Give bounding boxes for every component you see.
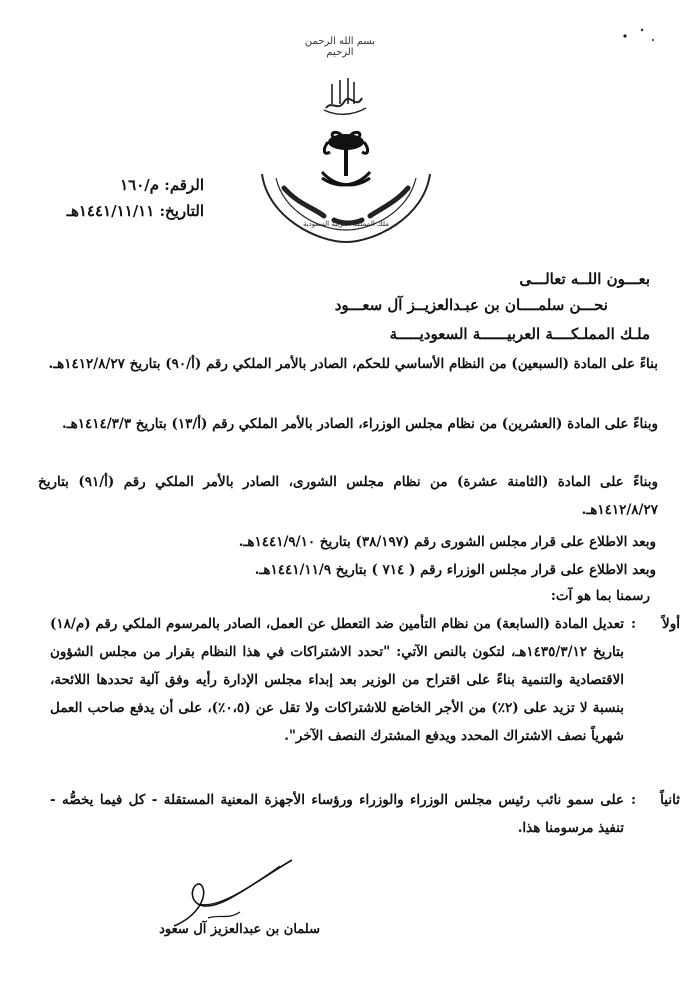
decree-number: الرقم: م/١٦٠ [120, 176, 204, 194]
scan-speck-marks [600, 22, 660, 52]
king-title: ملـك المملـكــــة العربيــــــة السعوديـــــة [389, 325, 650, 343]
preamble-basis-1: بناءً على المادة (السبعين) من النظام الأساسي للحكم، الصادر بالأمر الملكي رقم (أ/٩٠) بتاريخ ١٤١٢/٨/٢٧هـ. [48, 356, 658, 372]
preamble-review-1: وبعد الاطلاع على قرار مجلس الشورى رقم (٣٨/١٩٧) بتاريخ ١٤٤١/٩/١٠هـ. [238, 534, 656, 550]
preamble-basis-3: وبناءً على المادة (الثامنة عشرة) من نظام مجلس الشورى، الصادر بالأمر الملكي رقم (أ/٩١) بتاريخ ١٤١٢/٨/٢٧هـ. [38, 474, 658, 518]
article-label: أولاً [662, 616, 680, 632]
royal-seal-stamp-icon [258, 168, 434, 246]
tawhid-calligraphy-icon [318, 70, 370, 116]
preamble-review-2: وبعد الاطلاع على قرار مجلس الوزراء رقم ( ٧١٤ ) بتاريخ ١٤٤١/١١/٩هـ. [254, 562, 656, 578]
seal-text: ملك المملكة العربية السعودية [302, 220, 390, 228]
king-name: نحـــن سلمــــان بن عبـدالعزيــز آل سعـــود [334, 296, 608, 314]
decree-statement: رسمنا بما هو آت: [550, 588, 650, 604]
article-colon: : [631, 792, 636, 808]
preamble-basis-2: وبناءً على المادة (العشرين) من نظام مجلس الوزراء، الصادر بالأمر الملكي رقم (أ/١٣) بتاريخ ١٤١٤/٣/٣هـ. [61, 416, 658, 432]
article-second [40, 786, 680, 846]
article-label: ثانياً [660, 792, 680, 808]
article-first [40, 610, 680, 780]
signatory-name: سلمان بن عبدالعزيز آل سعود [159, 922, 320, 937]
invocation: بعـــون اللــه تعالـــى [519, 270, 650, 288]
article-text: على سمو نائب رئيس مجلس الوزراء والوزراء ورؤساء الأجهزة المعنية المستقلة - كل فيما يخصُّه - تنفيذ مرسومنا هذا. [50, 792, 624, 836]
article-colon: : [631, 616, 636, 632]
article-text: تعديل المادة (السابعة) من نظام التأمين ضد التعطل عن العمل، الصادر بالمرسوم الملكي رقم (م/١٨) بتاريخ ١٤٣٥/٣/١٢هـ، لتكون بالنص الآتي: "تحدد الاشتراكات في هذا النظام بقرار من مجلس الشؤون الاقتصادية والتنمية بناءً على اقتراح من الوزير بعد إبداء مجلس الإدارة رأيه وفق آلية تحددها اللائحة، بنسبة لا تزيد على (٢٪) من الأجر الخاضع للاشتراكات ولا تقل عن (٠،٥٪)، على أن يدفع صاحب العمل شهرياً نصف الاشتراك المحدد ويدفع المشترك النصف الآخر". [50, 616, 625, 744]
decree-date: التاريخ: ١٤٤١/١١/١١هـ [66, 202, 204, 220]
basmala: بسم الله الرحمن الرحيم [304, 36, 376, 58]
